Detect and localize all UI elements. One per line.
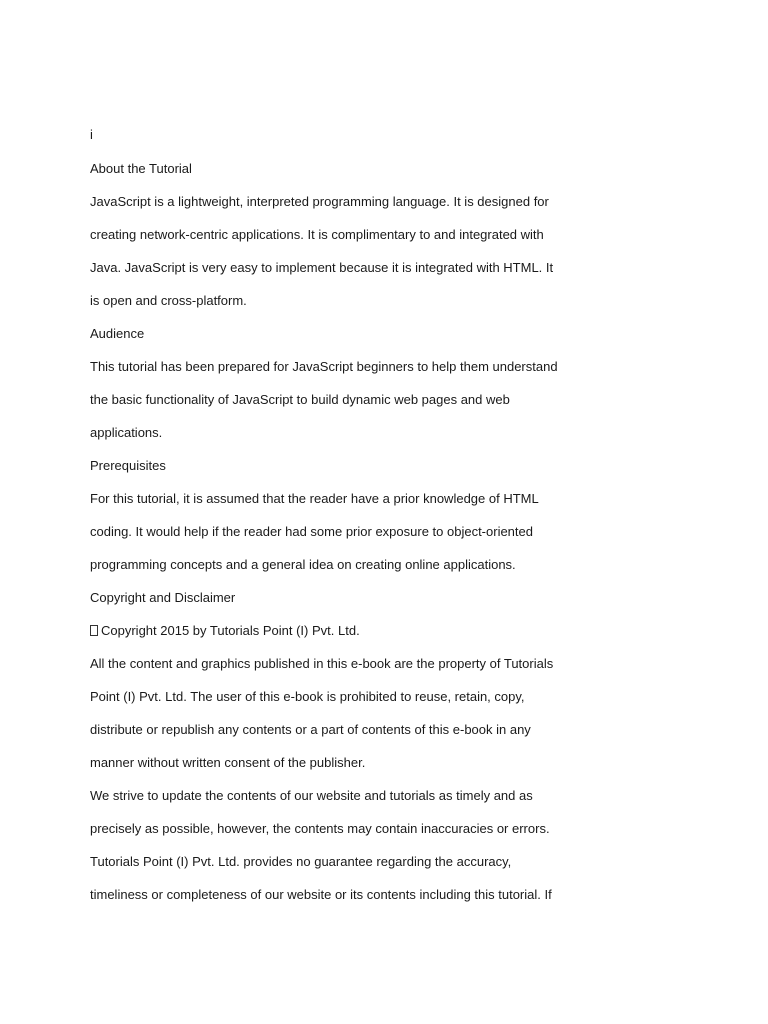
audience-line: the basic functionality of JavaScript to build dynamic web pages and web <box>90 392 510 407</box>
copyright-line: Point (I) Pvt. Ltd. The user of this e-book is prohibited to reuse, retain, copy, <box>90 689 525 704</box>
copyright-line: All the content and graphics published in this e-book are the property of Tutorials <box>90 656 554 671</box>
page-number: i <box>90 127 93 142</box>
audience-line: This tutorial has been prepared for JavaScript beginners to help them understand <box>90 359 558 374</box>
heading-audience: Audience <box>90 326 145 341</box>
copyright-notice <box>90 614 560 647</box>
about-line: Java. JavaScript is very easy to implement because it is integrated with HTML. It <box>90 260 554 275</box>
about-line: is open and cross-platform. <box>90 293 247 308</box>
missing-glyph-icon <box>90 625 98 636</box>
heading-about: About the Tutorial <box>90 161 192 176</box>
prerequisites-line: For this tutorial, it is assumed that the reader have a prior knowledge of HTML <box>90 491 539 506</box>
copyright-line: manner without written consent of the publisher. <box>90 755 366 770</box>
copyright-line: timeliness or completeness of our website or its contents including this tutorial. If <box>90 887 552 902</box>
audience-line: applications. <box>90 425 163 440</box>
copyright-line: distribute or republish any contents or a part of contents of this e-book in any <box>90 722 531 737</box>
copyright-line: Tutorials Point (I) Pvt. Ltd. provides no guarantee regarding the accuracy, <box>90 854 512 869</box>
copyright-line: We strive to update the contents of our website and tutorials as timely and as <box>90 788 533 803</box>
heading-copyright: Copyright and Disclaimer <box>90 590 236 605</box>
about-line: JavaScript is a lightweight, interpreted programming language. It is designed for <box>90 194 549 209</box>
heading-prerequisites: Prerequisites <box>90 458 166 473</box>
document-page <box>90 124 560 911</box>
about-line: creating network-centric applications. It is complimentary to and integrated with <box>90 227 544 242</box>
copyright-notice-text: Copyright 2015 by Tutorials Point (I) Pvt. Ltd. <box>101 623 360 638</box>
prerequisites-line: programming concepts and a general idea on creating online applications. <box>90 557 516 572</box>
copyright-line: precisely as possible, however, the contents may contain inaccuracies or errors. <box>90 821 550 836</box>
prerequisites-line: coding. It would help if the reader had some prior exposure to object-oriented <box>90 524 533 539</box>
